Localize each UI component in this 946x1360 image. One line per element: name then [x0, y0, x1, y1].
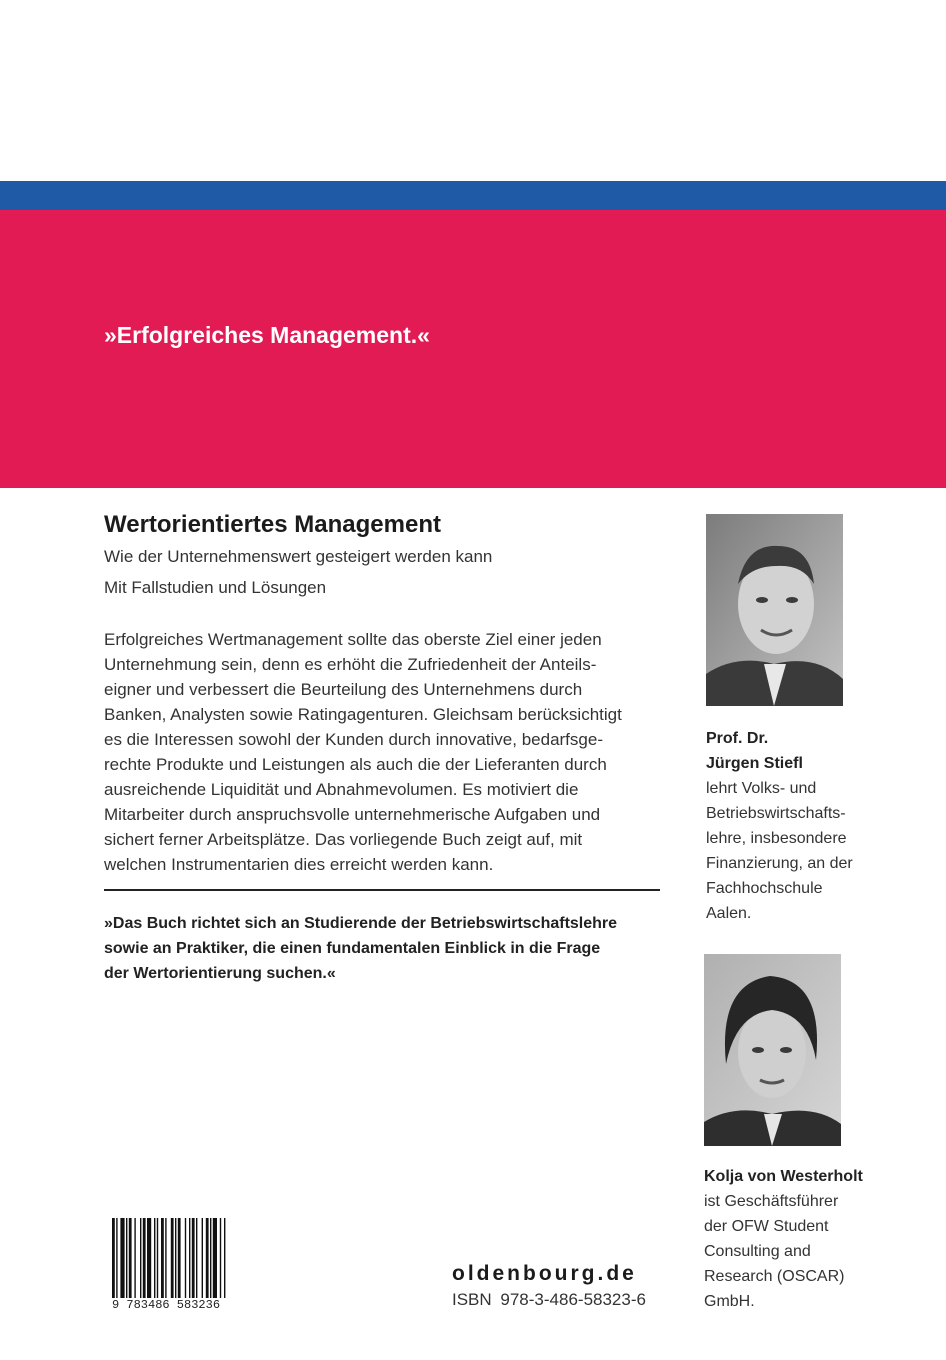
tagline: »Erfolgreiches Management.« [104, 322, 430, 348]
author-name-line: Prof. Dr. [706, 730, 769, 747]
barcode-number: 9 783486 583236 [112, 1298, 221, 1312]
description-line: Erfolgreiches Wertmanagement sollte das oberste Ziel einer jeden [104, 630, 602, 649]
book-title: Wertorientiertes Management [104, 511, 441, 538]
author-bio-line: Consulting and [704, 1243, 811, 1260]
description-line: Mitarbeiter durch anspruchsvolle unternehmerische Aufgaben und [104, 805, 601, 824]
quote-line: der Wertorientierung suchen.« [104, 965, 336, 982]
book-subtitle-2: Mit Fallstudien und Lösungen [104, 578, 327, 597]
author-bio-line: Betriebswirtschafts- [706, 805, 846, 822]
description-line: rechte Produkte und Leistungen als auch die der Lieferanten durch [104, 755, 607, 774]
description-line: eigner und verbessert die Beurteilung des Unternehmens durch [104, 680, 583, 699]
author-bio-line: Research (OSCAR) [704, 1268, 845, 1285]
blue-band [0, 181, 946, 210]
description-line: Banken, Analysten sowie Ratingagenturen. Gleichsam berücksichtigt [104, 705, 622, 724]
description-line: sichert ferner Arbeitsplätze. Das vorliegende Buch zeigt auf, mit [104, 830, 583, 849]
quote-line: sowie an Praktiker, die einen fundamentalen Einblick in die Frage [104, 940, 601, 957]
author-bio-line: lehre, insbesondere [706, 830, 847, 847]
quote-block [104, 911, 664, 986]
author-bio-line: Aalen. [706, 905, 752, 922]
description [104, 627, 664, 877]
description-line: welchen Instrumentarien dies erreicht werden kann. [104, 855, 494, 874]
author-name-line: Kolja von Westerholt [704, 1168, 863, 1185]
author-bio-line: ist Geschäftsführer [704, 1193, 839, 1210]
divider [104, 889, 660, 891]
description-line: ausreichende Liquidität und Abnahmevolumen. Es motiviert die [104, 780, 579, 799]
author-bio-line: der OFW Student [704, 1218, 829, 1235]
quote-line: »Das Buch richtet sich an Studierende der Betriebswirtschaftslehre [104, 915, 618, 932]
book-subtitle: Wie der Unternehmenswert gesteigert werden kann [104, 547, 493, 566]
author-bio-line: lehrt Volks- und [706, 780, 817, 797]
barcode [112, 1218, 264, 1298]
author-name-line: Jürgen Stiefl [706, 755, 803, 772]
author-bio-line: GmbH. [704, 1293, 755, 1310]
author-photo-stiefl [706, 514, 843, 706]
author-info-westerholt [704, 1164, 863, 1314]
author-photo-westerholt [704, 954, 841, 1146]
red-band [0, 210, 946, 488]
author-bio-line: Finanzierung, an der [706, 855, 853, 872]
description-line: Unternehmung sein, denn es erhöht die Zufriedenheit der Anteils- [104, 655, 597, 674]
publisher-website: oldenbourg.de [452, 1262, 637, 1285]
author-bio-line: Fachhochschule [706, 880, 823, 897]
isbn: ISBN 978-3-486-58323-6 [452, 1290, 646, 1309]
author-info-stiefl [706, 726, 853, 926]
description-line: es die Interessen sowohl der Kunden durch innovative, bedarfsge- [104, 730, 603, 749]
